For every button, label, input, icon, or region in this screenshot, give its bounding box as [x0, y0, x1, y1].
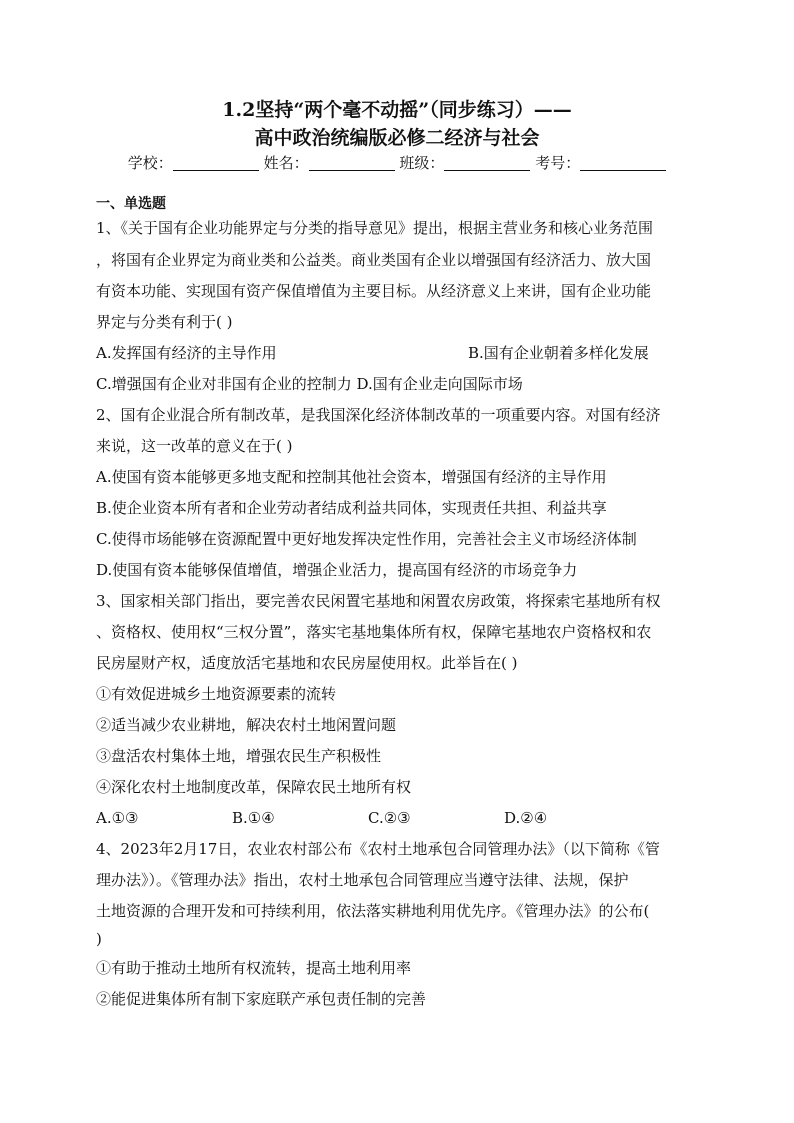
q3-option-d[interactable]: D.②④	[504, 809, 548, 827]
q3-statement: ①有效促进城乡土地资源要素的流转	[96, 685, 337, 703]
name-label: 姓名：	[263, 154, 309, 172]
q3-option-a[interactable]: A.①③	[96, 809, 139, 827]
q3-stem-line: 民房屋财产权，适度放活宅基地和农民房屋使用权。此举旨在( )	[96, 654, 518, 672]
q1-option-row	[96, 374, 696, 394]
q1-stem-line: 1、《关于国有企业功能界定与分类的指导意见》提出，根据主营业务和核心业务范围	[96, 219, 654, 237]
q1-option-c[interactable]: C.增强国有企业对非国有企业的控制力	[96, 375, 352, 393]
q3-statement: ②适当减少农业耕地，解决农村土地闲置问题	[96, 716, 397, 734]
q4-statement: ②能促进集体所有制下家庭联产承包责任制的完善	[96, 990, 427, 1008]
q1-option-row	[96, 343, 696, 363]
q1-stem-line: 界定与分类有利于( )	[96, 313, 233, 331]
q4-stem-line: 4、2023年2月17日，农业农村部公布《农村土地承包合同管理办法》（以下简称《管	[96, 840, 660, 858]
q4-stem-line: )	[96, 930, 102, 948]
q2-option-c[interactable]: C.使得市场能够在资源配置中更好地发挥决定性作用，完善社会主义市场经济体制	[96, 530, 637, 548]
doc-title-line2: 高中政治统编版必修二经济与社会	[254, 127, 540, 149]
q3-stem-line: 3、国家相关部门指出，要完善农民闲置宅基地和闲置农房政策，将探索宅基地所有权	[96, 592, 661, 610]
q3-option-b[interactable]: B.①④	[232, 809, 275, 827]
q1-option-d[interactable]: D.国有企业走向国际市场	[356, 375, 523, 393]
exam-no-label: 考号：	[535, 154, 581, 172]
q2-option-d[interactable]: D.使国有资本能够保值增值，增强企业活力，提高国有经济的市场竞争力	[96, 561, 578, 579]
q2-stem-line: 来说，这一改革的意义在于( )	[96, 437, 293, 455]
q4-stem-line: 土地资源的合理开发和可持续利用，依法落实耕地利用优先序。《管理办法》的公布(	[96, 902, 650, 920]
q1-stem-line: 有资本功能、实现国有资产保值增值为主要目标。从经济意义上来讲，国有企业功能	[96, 282, 652, 300]
school-blank	[173, 154, 259, 171]
q2-option-a[interactable]: A.使国有资本能够更多地支配和控制其他社会资本，增强国有经济的主导作用	[96, 468, 607, 486]
exam-no-blank	[580, 154, 666, 171]
class-blank	[444, 154, 530, 171]
q2-option-b[interactable]: B.使企业资本所有者和企业劳动者结成利益共同体，实现责任共担、利益共享	[96, 499, 607, 517]
q1-stem-line: ，将国有企业界定为商业类和公益类。商业类国有企业以增强国有经济活力、放大国	[96, 251, 652, 269]
doc-title-line1: 1.2坚持“两个毫不动摇”（同步练习）——	[222, 99, 572, 121]
section-title: 一、单选题	[96, 196, 166, 212]
q4-statement: ①有助于推动土地所有权流转，提高土地利用率	[96, 959, 412, 977]
class-label: 班级：	[399, 154, 445, 172]
q1-option-b[interactable]: B.国有企业朝着多样化发展	[468, 344, 649, 362]
q2-stem-line: 2、国有企业混合所有制改革，是我国深化经济体制改革的一项重要内容。对国有经济	[96, 406, 661, 424]
q1-option-a[interactable]: A.发挥国有经济的主导作用	[96, 344, 277, 362]
q3-option-row	[96, 808, 696, 828]
school-label: 学校：	[127, 154, 173, 172]
name-blank	[309, 154, 395, 171]
q3-statement: ③盘活农村集体土地，增强农民生产积极性	[96, 747, 382, 765]
q3-option-c[interactable]: C.②③	[368, 809, 411, 827]
student-info-row	[0, 153, 794, 173]
q4-stem-line: 理办法》）。《管理办法》指出，农村土地承包合同管理应当遵守法律、法规，保护	[96, 871, 629, 889]
q3-statement: ④深化农村土地制度改革，保障农民土地所有权	[96, 778, 412, 796]
q3-stem-line: 、资格权、使用权“三权分置”，落实宅基地集体所有权，保障宅基地农户资格权和农	[96, 623, 652, 641]
